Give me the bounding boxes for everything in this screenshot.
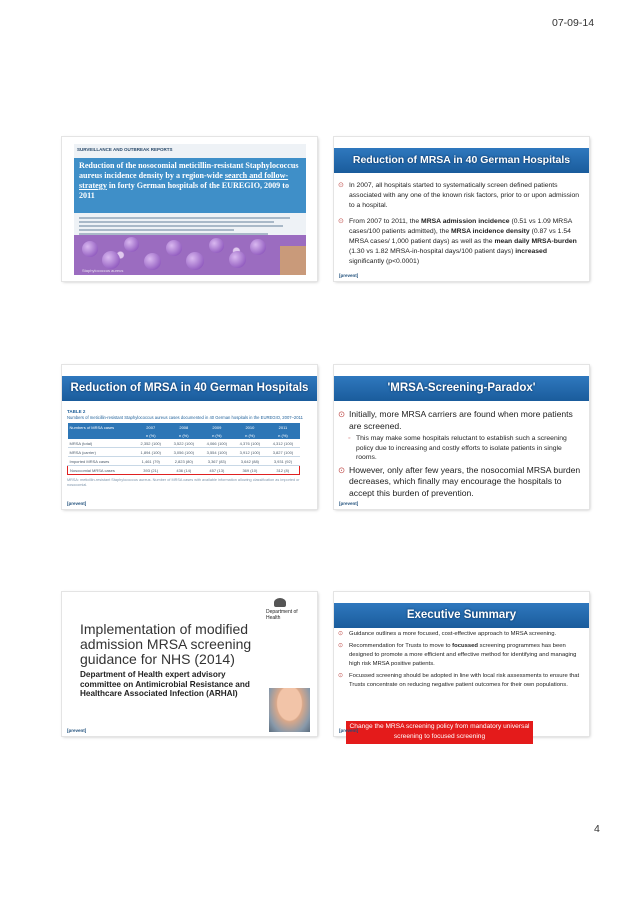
paper-title-band xyxy=(74,158,306,213)
column-header: 2009 xyxy=(200,423,233,431)
table-cell: 2,352 (100) xyxy=(134,439,167,448)
table-row-highlighted xyxy=(68,466,300,475)
bullet-item: ⊙ Focussed screening should be adopted in line with local risk assessments to ensure that Trusts concentrate on reducing negative patient outcomes for their own populations. xyxy=(338,673,580,688)
column-header: 2010 xyxy=(233,423,266,431)
table-cell: Imported MRSA cases xyxy=(68,457,135,466)
table-cell: 4,312 (100) xyxy=(266,439,299,448)
paper-title: Reduction of the nosocomial meticillin-resistant Staphylococcus aureus incidence density by a region-wide search and follow-strategy in forty German hospitals of the EUREGIO, 2009 to 2011 xyxy=(79,161,299,200)
column-subheader xyxy=(68,431,135,439)
crest-icon xyxy=(274,598,286,607)
table-cell: 4,066 (100) xyxy=(200,439,233,448)
bullet-icon: ⊙ xyxy=(338,631,343,637)
column-subheader: n (%) xyxy=(134,431,167,439)
bullet-list xyxy=(338,181,583,273)
table-row xyxy=(68,448,300,457)
column-subheader: n (%) xyxy=(200,431,233,439)
slide-title: 'MRSA-Screening-Paradox' xyxy=(334,376,589,401)
bullet-icon: ⊙ xyxy=(338,464,346,475)
bullet-icon: ⊙ xyxy=(338,409,346,419)
sub-bullet-item: ◦ This may make some hospitals reluctant to establish such a screening policy due to increasing and costly efforts to isolate patients in single rooms. xyxy=(348,435,567,461)
slide-footer: [prevent] xyxy=(339,728,359,733)
table-cell: Nosocomial MRSA cases xyxy=(68,466,135,475)
table-cell: 1,461 (79) xyxy=(134,457,167,466)
table-label: TABLE 2 xyxy=(67,409,86,414)
column-subheader: n (%) xyxy=(233,431,266,439)
column-header: 2007 xyxy=(134,423,167,431)
bullet-list xyxy=(338,409,583,501)
table-row xyxy=(68,439,300,448)
table-cell: 312 (8) xyxy=(266,466,299,475)
slide-title: Reduction of MRSA in 40 German Hospitals xyxy=(62,376,317,401)
table-notes: MRSA: meticillin-resistant Staphylococcus aureus. Number of MRSA cases with available information allowing classification as imported or nosocomial. xyxy=(67,478,300,487)
column-header: 2011 xyxy=(266,423,299,431)
slide-title: Executive Summary xyxy=(334,603,589,628)
table-cell: 3,554 (100) xyxy=(200,448,233,457)
table-cell: 3,367 (83) xyxy=(200,457,233,466)
table-subheader-row xyxy=(68,431,300,439)
table-cell: 3,827 (100) xyxy=(266,448,299,457)
presenter-photo xyxy=(269,688,310,732)
slide-screening-paradox xyxy=(334,365,589,509)
slide-nhs-guidance xyxy=(62,592,317,736)
slide-footer: [prevent] xyxy=(67,501,87,506)
column-subheader: n (%) xyxy=(266,431,299,439)
paper-section-label: SURVEILLANCE AND OUTBREAK REPORTS xyxy=(77,147,173,152)
bullet-icon: ⊙ xyxy=(338,643,343,649)
bullet-icon: ⊙ xyxy=(338,182,344,189)
bullet-item: ⊙ Guidance outlines a more focused, cost-effective approach to MRSA screening. xyxy=(338,631,557,637)
bullet-item: ⊙ Recommendation for Trusts to move to focussed screening programmes has been designed to promote a more efficient and effective method for identifying and managing high risk MRSA positive patients. xyxy=(338,643,577,667)
table-cell: 3,931 (92) xyxy=(266,457,299,466)
table-cell: 436 (14) xyxy=(167,466,200,475)
table-row xyxy=(68,457,300,466)
table-cell: 3,056 (100) xyxy=(167,448,200,457)
sub-bullet-icon: ◦ xyxy=(348,435,351,442)
bullet-icon: ⊙ xyxy=(338,673,343,679)
guidance-title: Implementation of modified admission MRSA screening guidance for NHS (2014) xyxy=(80,621,252,667)
table-cell: MRSA (carrier) xyxy=(68,448,135,457)
paper-cover-image xyxy=(74,144,306,275)
table-cell: 2,823 (80) xyxy=(167,457,200,466)
table-cell: 3,522 (100) xyxy=(167,439,200,448)
micrograph-caption: Staphylococcus aureus xyxy=(82,268,124,273)
slide-title: Reduction of MRSA in 40 German Hospitals xyxy=(334,148,589,173)
table-cell: 4,376 (100) xyxy=(233,439,266,448)
slide-footer: [prevent] xyxy=(339,501,359,506)
table-caption: Numbers of meticillin-resistant Staphylococcus aureus cases documented in 40 German hospitals in the EUREGIO, 2007–2011 xyxy=(67,415,303,420)
column-header: 2008 xyxy=(167,423,200,431)
bullet-icon: ⊙ xyxy=(338,218,344,225)
department-name: Department of Health xyxy=(266,609,298,621)
table-cell: 3,912 (100) xyxy=(233,448,266,457)
bullet-item: ⊙ Initially, more MRSA carriers are found when more patients are screened. xyxy=(338,409,573,431)
slide-footer: [prevent] xyxy=(67,728,87,733)
page-number: 4 xyxy=(594,823,600,835)
paper-author-lines xyxy=(79,217,301,237)
table-cell: 1,894 (100) xyxy=(134,448,167,457)
bullet-item: ⊙ From 2007 to 2011, the MRSA admission incidence (0.51 vs 1.09 MRSA cases/100 patients admitted), the MRSA incidence density (0.87 vs 1.54 MRSA cases/ 1,000 patient days) as well as the mean daily MRSA-burden (1.30 vs 1.82 MRSA-in-hospital days/100 patient days) increased significantly (p<0.0001) xyxy=(338,218,577,265)
table-cell: 393 (21) xyxy=(134,466,167,475)
author-portrait xyxy=(280,246,306,275)
slide-paper-cover xyxy=(62,137,317,281)
slide-executive-summary xyxy=(334,592,589,740)
guidance-subtitle: Department of Health expert advisory committee on Antimicrobial Resistance and Healthcare Associated Infection (ARHAI) xyxy=(80,670,250,698)
bullet-item: ⊙ In 2007, all hospitals started to systematically screen defined patients associated with any one of the known risk factors, prior to or upon admission to a hospital. xyxy=(338,182,580,209)
table-cell: 369 (10) xyxy=(233,466,266,475)
slide-reduction-text xyxy=(334,137,589,281)
bullet-list xyxy=(338,630,583,693)
callout-box: Change the MRSA screening policy from mandatory universal screening to focused screening xyxy=(346,721,533,744)
header-date: 07-09-14 xyxy=(552,17,595,29)
mrsa-table xyxy=(67,423,300,475)
table-container xyxy=(67,409,312,488)
table-header-row xyxy=(68,423,300,431)
slide-footer: [prevent] xyxy=(339,273,359,278)
table-cell: MRSA (total) xyxy=(68,439,135,448)
table-cell: 457 (13) xyxy=(200,466,233,475)
column-subheader: n (%) xyxy=(167,431,200,439)
slide-reduction-table xyxy=(62,365,317,509)
bullet-item: ⊙ However, only after few years, the nosocomial MRSA burden decreases, which finally may encourage the hospitals to accept this burden of prevention. xyxy=(338,464,581,498)
table-cell: 3,642 (88) xyxy=(233,457,266,466)
column-header: Numbers of MRSA cases xyxy=(68,423,135,431)
